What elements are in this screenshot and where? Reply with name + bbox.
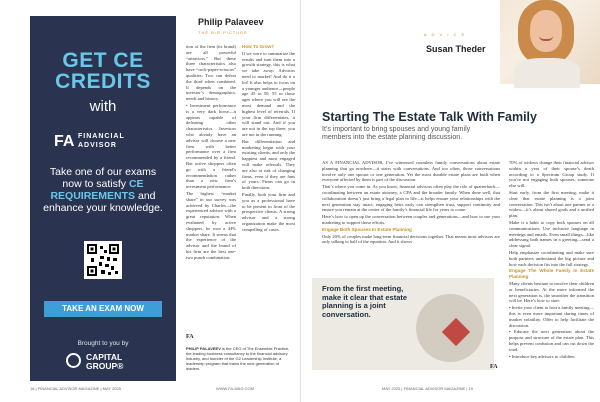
paragraph: 70% of widows change their financial advisor within a year of their spouse’s death according to a Spectrum Group study. If you’re not engaging both spouses, someone else will. bbox=[509, 160, 594, 189]
paragraph: But differentiation and marketing begin with your existing clients, and only the happiest and most engaged will make referrals. They are also at risk of changing firms, even if they are fans of yours. Firms can go in both directions. bbox=[242, 138, 295, 191]
paragraph: That’s where you come in. As you know, financial advisors often play the role of quarterback—coordinating between an estate attorney, a CPA and the broader family. When done well, that collaboration doesn’t just bring a legal plan to life—it helps ensure your relationships with the next generation stay intact, engaging heirs early can strengthen trust, support continuity and ensure you remain at the center of the family’s financial life for years to come. bbox=[322, 184, 500, 213]
paragraph: Start early, from the first meeting, make it clear that estate planning is a joint conversation. This isn’t about one partner or a widow—it’s about shared goals and a unified plan. bbox=[509, 189, 594, 219]
paragraph: • Introduce key advisors to children bbox=[509, 353, 575, 359]
right-footer-folio: MAY 2025 | FINANCIAL ADVISOR MAGAZINE | 19 bbox=[382, 386, 473, 391]
paragraph: • Investment performance is a very dark horse—it appears capable of defeating other characteristics. Investors who already have an advisor will choose a new firm with better performance over a firm recommended by a friend. But active shoppers often go with a friend’s recommendation rather than a new firm’s investment performance. bbox=[186, 102, 236, 190]
paragraph: • Invite your client to host a family meeting—this is even more important during times of market volatility. Offer to help facilitate the discussion. bbox=[509, 305, 594, 328]
left-author-name: Philip Palaveev bbox=[198, 17, 264, 27]
paragraph: Help emphasize coordinating and make sure both partners understand the big picture and how each decision fits into the full strategy. bbox=[509, 249, 594, 267]
capital-group-circle-icon bbox=[66, 353, 81, 368]
author-photo bbox=[500, 0, 600, 84]
right-article-column-a bbox=[322, 160, 500, 246]
left-column-kicker: THE BIG PICTURE bbox=[198, 30, 248, 35]
left-article-column-b bbox=[242, 44, 295, 234]
article-headline: Starting The Estate Talk With Family bbox=[322, 110, 537, 124]
bio-text: is the CEO of The Ensemble Practice, the leading business consultancy to the financial advisory industry, and founder of the G2 Leadership Institute, a leadership program that trains the next generation of leaders. bbox=[186, 346, 290, 371]
paragraph: Many clients hesitate to involve their children or beneficiaries. At the more informed the next generation is, the smoother the transition will be. Here’s how to start: bbox=[509, 280, 594, 304]
paragraph: Only 20% of couples make long-term financial decisions together. That means most advisors are only talking to half of the equation. And it shows bbox=[322, 233, 500, 245]
bio-name: PHILIP PALAVEEV bbox=[186, 346, 221, 351]
ad-body-pre: Take one of our exams now to satisfy bbox=[49, 166, 157, 190]
qr-code-icon[interactable] bbox=[84, 241, 122, 279]
ad-body-text bbox=[40, 166, 166, 214]
right-column-kicker: A D V I C E bbox=[424, 32, 467, 37]
end-mark-icon: FA bbox=[186, 334, 194, 340]
fa-logo-icon: FA bbox=[54, 133, 75, 150]
capital-group-logo bbox=[66, 352, 146, 372]
ce-credits-ad[interactable] bbox=[30, 16, 176, 381]
ad-body-highlight: CE REQUIREMENTS bbox=[50, 178, 144, 202]
ad-with-text: with bbox=[89, 98, 117, 115]
paragraph: The highest “market share” in our survey was achieved by Charles—the experienced advisor with a great reputation. When evaluated by active shoppers, he won a 44% market share. It seems that the experience of the advisor and the brand of his firm are the best one-two punch combination. bbox=[186, 190, 236, 260]
article-deck: It’s important to bring spouses and young family members into the estate planning discussion. bbox=[322, 126, 471, 142]
logo-text-line2: ADVISOR bbox=[78, 142, 117, 149]
financial-advisor-logo bbox=[54, 132, 154, 152]
photo-body bbox=[514, 58, 580, 88]
ad-brought-by: Brought to you by bbox=[77, 340, 129, 347]
paragraph: AS A FINANCIAL ADVISOR, I’ve witnessed countless family conversations about estate planning that go nowhere—it starts with conversations. And too often, those conversations involve only one spouse or one generation. Yet the most durable estate plans are built when everyone affected by them is part of the discussion. bbox=[322, 160, 500, 183]
sponsor-line1: CAPITAL bbox=[86, 352, 123, 362]
ad-headline-line1: GET CE bbox=[62, 49, 144, 72]
paragraph: Here’s how to open up the conversation between couples and generations—and how to use your marketing to support those efforts. bbox=[322, 214, 500, 225]
paragraph: If we were to summarize the results and turn them into a growth strategy, this is what we take away: Advisors need to market! And do it a lot! It also helps to focus on a younger audience—people age 45 to 50, 55 or those ages where you will see the most demand and the highest level of referrals. If your firm differentiates, it will stand out. And if you are not in the top three, you are not in the running. bbox=[242, 50, 295, 137]
left-article-column-a bbox=[186, 44, 236, 261]
photo-face bbox=[530, 10, 562, 52]
left-footer-folio: 18 | FINANCIAL ADVISOR MAGAZINE | MAY 2025 bbox=[30, 386, 121, 391]
pullquote-box bbox=[312, 278, 494, 370]
sponsor-line2: GROUP® bbox=[86, 361, 124, 371]
subhead-engage-spouses: Engage Both Spouses In Estate Planning bbox=[322, 226, 412, 232]
paragraph: • Educate the next generation about the purpose and structure of the estate plan. This helps prevent confusion and can cut down the road. bbox=[509, 329, 594, 352]
logo-text-line1: FINANCIAL bbox=[78, 133, 125, 140]
subhead-engage-family: Engage The Whole Family In Estate Planning bbox=[509, 268, 594, 280]
left-footer-url[interactable]: WWW.FA-MAG.COM bbox=[216, 386, 254, 391]
paragraph: tion of the firm (its brand) are all powerful “attractors.” But these three characteristics also have “rock-paper-scissors” qualities: Two can defeat the third when combined. It depends on the investor’s demographics, needs and history. bbox=[186, 44, 236, 102]
author-bio bbox=[186, 346, 294, 371]
right-article-column-b bbox=[509, 160, 594, 360]
paragraph: Make it a habit to copy both spouses on all communications. Use inclusive language in meetings and emails. Even small things—like addressing both names in a greeting—send a clear signal. bbox=[509, 219, 594, 249]
right-author-name: Susan Theder bbox=[426, 44, 486, 54]
ad-body-post: and enhance your knowledge. bbox=[43, 190, 163, 214]
subhead-how-to-grow: How To Grow? bbox=[242, 44, 275, 49]
take-exam-button[interactable]: TAKE AN EXAM NOW bbox=[44, 301, 162, 317]
pullquote-text: From the first meeting, make it clear that estate planning is a joint conversation. bbox=[322, 284, 408, 319]
end-mark-icon: FA bbox=[490, 364, 498, 370]
paragraph: Finally, both your firm and you as a professional have to be present in front of the prospective clients. A strong advisor and a strong organization make the most compelling of cases. bbox=[242, 191, 295, 232]
ad-headline-line2: CREDITS bbox=[55, 70, 151, 93]
